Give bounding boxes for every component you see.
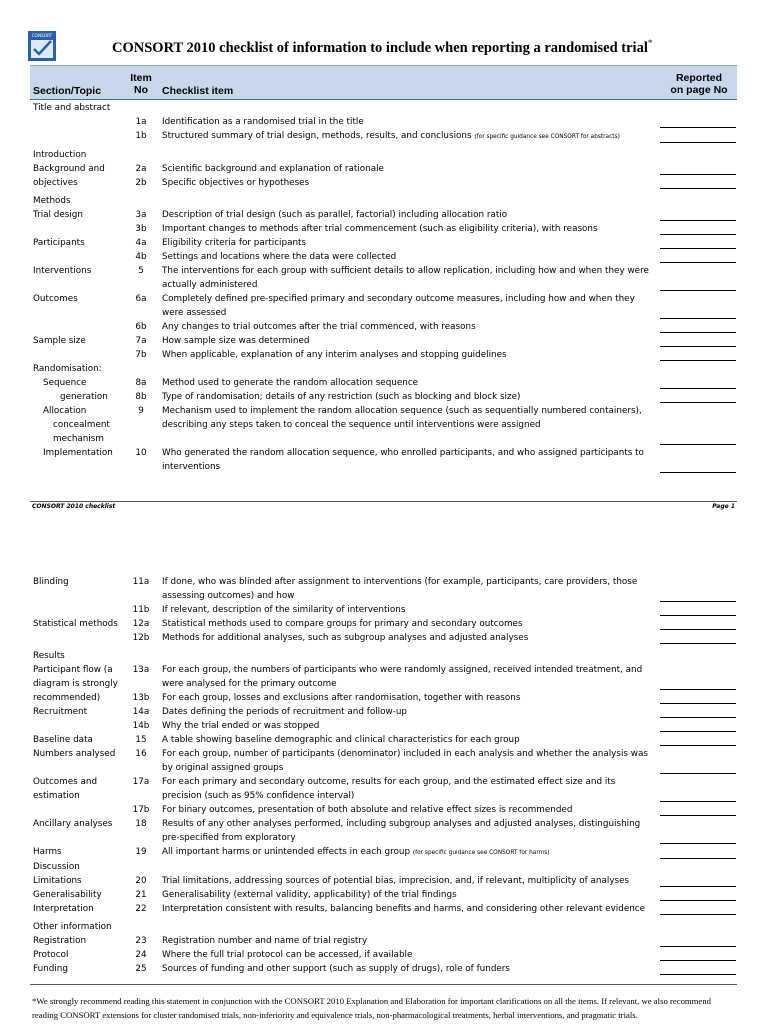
header-item-no: Item No (130, 72, 152, 96)
reported-page-field[interactable] (660, 234, 736, 235)
row-item-no (124, 148, 158, 162)
checklist-row (30, 775, 740, 803)
row-checklist-text: Dates defining the periods of recruitment and follow-up (162, 707, 408, 717)
row-checklist-text (158, 920, 652, 934)
row-section: Background and (33, 164, 105, 174)
reported-page-field[interactable] (660, 472, 736, 473)
row-section (30, 603, 124, 617)
reported-page-field[interactable] (660, 745, 736, 746)
checklist-row (30, 390, 740, 404)
checklist-row (30, 719, 740, 733)
reported-page-field[interactable] (660, 858, 736, 859)
checklist-row (30, 222, 740, 236)
row-item-no: 1a (135, 117, 147, 127)
row-item-no (124, 649, 158, 663)
row-checklist-text: All important harms or unintended effects in each group (for specific guidance see CONSORT for harms) (162, 847, 550, 857)
reported-page-field[interactable] (660, 332, 736, 333)
row-item-no: 19 (135, 847, 147, 857)
checklist-row (30, 208, 740, 222)
checklist-row (30, 404, 740, 446)
row-section: generation (60, 392, 108, 402)
checklist-row (30, 250, 740, 264)
row-checklist-text (158, 362, 652, 376)
row-section: Baseline data (33, 735, 93, 745)
checklist-row (30, 803, 740, 817)
reported-page-field[interactable] (660, 248, 736, 249)
row-item-no: 11b (132, 605, 150, 615)
row-section (30, 129, 124, 144)
row-item-no: 6a (135, 294, 147, 304)
reported-page-field[interactable] (660, 127, 736, 128)
footnote: *We strongly recommend reading this statement in conjunction with the CONSORT 2010 Explanation and Elaboration for important clarifications on all the items. If relevant, we also recommend reading CONSORT extensions for cluster randomised trials, non-inferiority and equivalence trials, non-pharmacological treatments, herbal interventions, and pragmatic trials. (32, 996, 711, 1020)
header-checklist: Checklist item (162, 85, 234, 97)
checklist-row (30, 194, 740, 208)
row-checklist-text: Specific objectives or hypotheses (162, 178, 310, 188)
checklist-row (30, 348, 740, 362)
checklist-row (30, 603, 740, 617)
row-checklist-text (158, 649, 652, 663)
row-section: Trial design (33, 210, 83, 220)
reported-page-field[interactable] (660, 886, 736, 887)
row-section-line: diagram is strongly (33, 679, 118, 689)
footer-left: CONSORT 2010 checklist (32, 503, 116, 510)
row-section (30, 348, 124, 362)
row-checklist-text (158, 148, 652, 162)
row-section-line: Outcomes and (33, 777, 98, 787)
row-item-no: 2b (135, 178, 147, 188)
reported-page-field[interactable] (660, 643, 736, 644)
checklist-row (30, 236, 740, 250)
row-section (30, 775, 124, 803)
row-item-no: 18 (135, 819, 147, 829)
checklist-row (30, 733, 740, 747)
row-checklist-text: The interventions for each group with sufficient details to allow replication, including how and when they were actually administered (162, 266, 649, 290)
row-item-no (124, 101, 158, 115)
reported-page-field[interactable] (660, 960, 736, 961)
row-item-no: 5 (138, 266, 144, 276)
row-section: Randomisation: (33, 364, 102, 374)
reported-page-field[interactable] (660, 360, 736, 361)
row-item-no: 25 (135, 964, 147, 974)
row-item-no: 17b (132, 805, 150, 815)
row-section: Participants (33, 238, 85, 248)
row-item-no: 11a (132, 577, 150, 587)
reported-page-field[interactable] (660, 220, 736, 221)
reported-page-field[interactable] (660, 290, 736, 291)
reported-page-field[interactable] (660, 703, 736, 704)
checklist-row (30, 860, 740, 874)
row-section: Outcomes (33, 294, 78, 304)
row-section-line: estimation (33, 791, 80, 801)
reported-page-field[interactable] (660, 402, 736, 403)
row-item-no: 3b (135, 224, 147, 234)
row-checklist-text: For each group, number of participants (denominator) included in each analysis and whether the analysis was by original assigned groups (162, 749, 648, 773)
reported-page-field[interactable] (660, 843, 736, 844)
row-item-no: 13b (132, 693, 150, 703)
header-reported: Reported on page No (670, 72, 728, 96)
row-item-no: 21 (135, 890, 147, 900)
row-checklist-text: Settings and locations where the data were collected (162, 252, 397, 262)
row-item-no: 23 (135, 936, 147, 946)
row-section (30, 250, 124, 264)
page-title: CONSORT 2010 checklist of information to include when reporting a randomised trial* (112, 38, 653, 56)
row-item-no: 17a (132, 777, 150, 787)
row-section (30, 803, 124, 817)
checklist-row (30, 162, 740, 176)
row-checklist-text: Sources of funding and other support (such as supply of drugs), role of funders (162, 964, 511, 974)
row-checklist-text: Any changes to trial outcomes after the trial commenced, with reasons (162, 322, 476, 332)
row-checklist-text: Description of trial design (such as parallel, factorial) including allocation ratio (162, 210, 508, 220)
reported-page-field[interactable] (660, 946, 736, 947)
row-item-no: 24 (135, 950, 147, 960)
checklist-row (30, 334, 740, 348)
row-section-line: concealment (53, 420, 110, 430)
row-checklist-text: Completely defined pre-specified primary and secondary outcome measures, including how and when they were assessed (162, 294, 635, 318)
reported-page-field[interactable] (660, 318, 736, 319)
reported-page-field[interactable] (660, 629, 736, 630)
reported-page-field[interactable] (660, 717, 736, 718)
row-section: recommended) (33, 693, 101, 703)
header-section: Section/Topic (33, 85, 102, 97)
checklist-row (30, 176, 740, 190)
reported-page-field[interactable] (660, 444, 736, 445)
row-item-no: 12a (132, 619, 150, 629)
row-item-no: 2a (135, 164, 147, 174)
row-section: Results (33, 651, 65, 661)
checklist-row (30, 948, 740, 962)
checklist-page-2 (30, 575, 740, 976)
checklist-row (30, 747, 740, 775)
row-guidance-note: (for specific guidance see CONSORT for abstracts) (474, 134, 620, 140)
row-checklist-text: For each group, losses and exclusions after randomisation, together with reasons (162, 693, 521, 703)
reported-page-field[interactable] (660, 142, 736, 143)
row-section: objectives (33, 178, 78, 188)
checklist-row (30, 101, 740, 115)
row-checklist-text: Why the trial ended or was stopped (162, 721, 320, 731)
row-checklist-text: Where the full trial protocol can be accessed, if available (162, 950, 413, 960)
row-item-no: 6b (135, 322, 147, 332)
row-checklist-text: Methods for additional analyses, such as subgroup analyses and adjusted analyses (162, 633, 529, 643)
row-section: Recruitment (33, 707, 88, 717)
row-section: Implementation (43, 448, 113, 458)
row-item-no: 8a (135, 378, 147, 388)
row-section (30, 719, 124, 733)
row-section: Blinding (33, 577, 69, 587)
row-item-no: 4a (135, 238, 147, 248)
row-guidance-note: (for specific guidance see CONSORT for harms) (412, 850, 550, 856)
reported-page-field[interactable] (660, 615, 736, 616)
reported-page-field[interactable] (660, 388, 736, 389)
reported-page-field[interactable] (660, 174, 736, 175)
checklist-row (30, 962, 740, 976)
row-item-no: 20 (135, 876, 147, 886)
row-item-no: 9 (138, 406, 144, 416)
row-section: Interventions (33, 266, 92, 276)
reported-page-field[interactable] (660, 914, 736, 915)
checklist-row (30, 888, 740, 902)
row-item-no: 3a (135, 210, 147, 220)
checklist-row (30, 649, 740, 663)
checklist-row (30, 934, 740, 948)
row-section: Limitations (33, 876, 82, 886)
row-item-no (124, 362, 158, 376)
row-section (30, 663, 124, 691)
row-section: Statistical methods (33, 619, 118, 629)
reported-page-field[interactable] (660, 188, 736, 189)
row-checklist-text: Eligibility criteria for participants (162, 238, 307, 248)
reported-page-field[interactable] (660, 601, 736, 602)
row-checklist-text: Generalisability (external validity, applicability) of the trial findings (162, 890, 457, 900)
checklist-row (30, 362, 740, 376)
row-checklist-text: Method used to generate the random allocation sequence (162, 378, 419, 388)
row-checklist-text: If done, who was blinded after assignment to interventions (for example, participants, care providers, those assessing outcomes) and how (162, 577, 638, 601)
checklist-row (30, 663, 740, 691)
row-section: Introduction (33, 150, 87, 160)
checklist-row (30, 902, 740, 916)
reported-page-field[interactable] (660, 262, 736, 263)
row-item-no (124, 860, 158, 874)
row-section: Numbers analysed (33, 749, 116, 759)
row-section (30, 222, 124, 236)
row-checklist-text: Results of any other analyses performed, including subgroup analyses and adjusted analyses, distinguishing pre-specified from exploratory (162, 819, 641, 843)
row-item-no (124, 920, 158, 934)
checklist-row (30, 817, 740, 845)
checklist-row (30, 691, 740, 705)
checklist-row (30, 292, 740, 320)
row-checklist-text: Identification as a randomised trial in the title (162, 117, 364, 127)
row-item-no: 14a (132, 707, 150, 717)
row-checklist-text: Important changes to methods after trial commencement (such as eligibility criteria), with reasons (162, 224, 598, 234)
reported-page-field[interactable] (660, 900, 736, 901)
footer-right: Page 1 (712, 503, 735, 510)
row-checklist-text: Registration number and name of trial registry (162, 936, 368, 946)
reported-page-field[interactable] (660, 731, 736, 732)
checklist-row (30, 264, 740, 292)
row-item-no: 15 (135, 735, 147, 745)
row-item-no: 7b (135, 350, 147, 360)
checklist-row (30, 320, 740, 334)
row-section-line: mechanism (53, 434, 104, 444)
row-checklist-text: Interpretation consistent with results, balancing benefits and harms, and considering other relevant evidence (162, 904, 646, 914)
row-checklist-text: For each primary and secondary outcome, results for each group, and the estimated effect size and its precision (such as 95% confidence interval) (162, 777, 616, 801)
row-checklist-text: When applicable, explanation of any interim analyses and stopping guidelines (162, 350, 507, 360)
row-item-no: 10 (135, 448, 147, 458)
row-section: Methods (33, 196, 71, 206)
row-item-no: 7a (135, 336, 147, 346)
row-item-no (124, 194, 158, 208)
table-header (30, 65, 737, 100)
row-section: Sample size (33, 336, 86, 346)
checklist-row (30, 874, 740, 888)
row-checklist-text: How sample size was determined (162, 336, 310, 346)
logo-text: CONSORT (31, 33, 53, 38)
row-item-no: 13a (132, 665, 150, 675)
row-section: Registration (33, 936, 87, 946)
row-section: Other information (33, 922, 112, 932)
reported-page-field[interactable] (660, 689, 736, 690)
checklist-row (30, 148, 740, 162)
row-item-no: 8b (135, 392, 147, 402)
reported-page-field[interactable] (660, 974, 736, 975)
row-section-line: Allocation (43, 406, 87, 416)
checklist-row (30, 617, 740, 631)
reported-page-field[interactable] (660, 773, 736, 774)
row-item-no: 22 (135, 904, 147, 914)
row-section: Ancillary analyses (33, 819, 113, 829)
row-section (30, 404, 124, 446)
row-checklist-text: A table showing baseline demographic and clinical characteristics for each group (162, 735, 520, 745)
row-checklist-text (158, 101, 652, 115)
row-checklist-text (158, 860, 652, 874)
row-section (30, 631, 124, 645)
row-item-no: 1b (135, 131, 147, 141)
row-checklist-text: Statistical methods used to compare groups for primary and secondary outcomes (162, 619, 523, 629)
row-checklist-text: Mechanism used to implement the random allocation sequence (such as sequentially numbered containers), describing any steps taken to conceal the sequence until interventions were assigned (162, 406, 642, 430)
reported-page-field[interactable] (660, 815, 736, 816)
row-checklist-text: Structured summary of trial design, methods, results, and conclusions (for specific guidance see CONSORT for abstracts) (162, 131, 620, 141)
row-section: Interpretation (33, 904, 94, 914)
row-checklist-text: If relevant, description of the similarity of interventions (162, 605, 406, 615)
checklist-page-1 (30, 101, 740, 474)
row-checklist-text: Scientific background and explanation of rationale (162, 164, 384, 174)
reported-page-field[interactable] (660, 346, 736, 347)
row-checklist-text: Who generated the random allocation sequence, who enrolled participants, and who assigned participants to interventions (162, 448, 644, 472)
row-checklist-text: Trial limitations, addressing sources of potential bias, imprecision, and, if relevant, multiplicity of analyses (162, 876, 630, 886)
table-bottom-divider (30, 984, 737, 985)
row-section: Sequence (43, 378, 87, 388)
row-section: Funding (33, 964, 68, 974)
row-checklist-text: Type of randomisation; details of any restriction (such as blocking and block size) (162, 392, 521, 402)
row-checklist-text (158, 194, 652, 208)
row-section: Discussion (33, 862, 80, 872)
checklist-row (30, 575, 740, 603)
row-item-no: 14b (132, 721, 150, 731)
row-checklist-text: For each group, the numbers of participants who were randomly assigned, received intended treatment, and were analysed for the primary outcome (162, 665, 643, 689)
row-checklist-text: For binary outcomes, presentation of both absolute and relative effect sizes is recommended (162, 805, 573, 815)
row-section: Harms (33, 847, 62, 857)
checklist-row (30, 129, 740, 144)
row-section-line: Participant flow (a (33, 665, 113, 675)
row-item-no: 16 (135, 749, 147, 759)
checklist-row (30, 376, 740, 390)
checklist-row (30, 705, 740, 719)
row-section: Generalisability (33, 890, 102, 900)
checklist-row (30, 920, 740, 934)
row-section: Protocol (33, 950, 69, 960)
row-item-no: 4b (135, 252, 147, 262)
consort-logo (28, 31, 56, 61)
checklist-row (30, 446, 740, 474)
row-section (30, 115, 124, 129)
checklist-row (30, 631, 740, 645)
row-item-no: 12b (132, 633, 150, 643)
checklist-row (30, 845, 740, 860)
footer-divider (30, 501, 737, 502)
reported-page-field[interactable] (660, 801, 736, 802)
checklist-row (30, 115, 740, 129)
row-section (30, 320, 124, 334)
row-section: Title and abstract (33, 103, 111, 113)
